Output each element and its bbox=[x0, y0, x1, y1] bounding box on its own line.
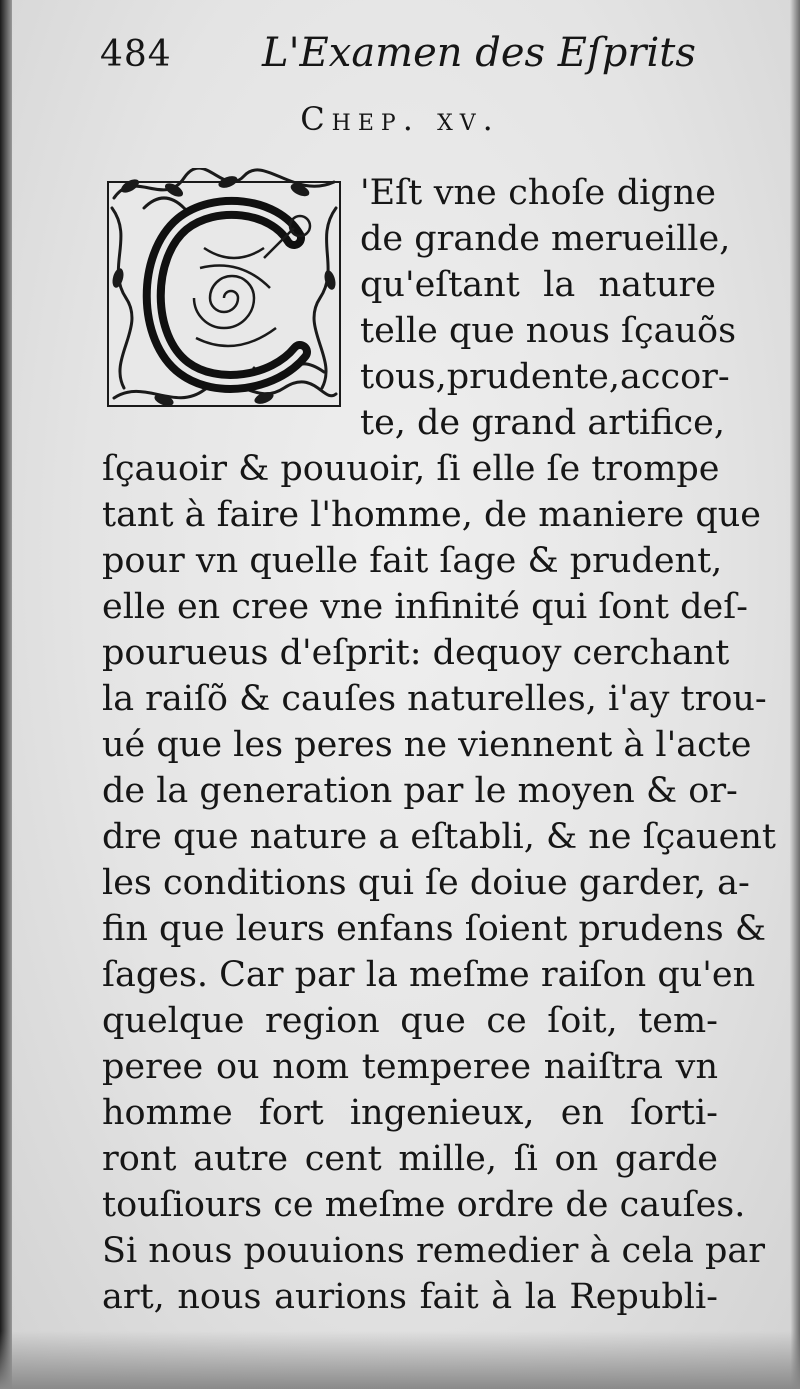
decorated-initial-c-svg bbox=[104, 168, 344, 414]
text-line: peree ou nom temperee naiſtra vn bbox=[102, 1047, 718, 1087]
text-line: ront autre cent mille, ſi on garde bbox=[102, 1139, 718, 1179]
text-line: tant à faire l'homme, de maniere que bbox=[102, 495, 761, 535]
running-title: L'Examen des Eſprits bbox=[262, 30, 696, 76]
text-line: qu'eſtant la nature bbox=[360, 265, 716, 305]
text-line: fin que leurs enfans ſoient prudens & bbox=[102, 909, 767, 949]
text-line: touſiours ce meſme ordre de cauſes. bbox=[102, 1185, 746, 1225]
text-line: pourueus d'eſprit: dequoy cerchant bbox=[102, 633, 730, 673]
text-line: les conditions qui ſe doiue garder, a- bbox=[102, 863, 750, 903]
text-line: elle en cree vne infinité qui ſont deſ- bbox=[102, 587, 748, 627]
text-line: homme fort ingenieux, en ſorti- bbox=[102, 1093, 718, 1133]
page-left-edge-shadow bbox=[0, 0, 12, 1389]
chapter-title: Chep. xv. bbox=[300, 100, 500, 138]
text-line: tous,prudente,accor- bbox=[360, 357, 730, 397]
text-line: ſages. Car par la meſme raiſon qu'en bbox=[102, 955, 756, 995]
text-line: de grande merueille, bbox=[360, 219, 731, 259]
text-line: de la generation par le moyen & or- bbox=[102, 771, 738, 811]
text-line: ué que les peres ne viennent à l'acte bbox=[102, 725, 752, 765]
text-line: art, nous aurions fait à la Republi- bbox=[102, 1277, 718, 1317]
text-line: la raiſõ & cauſes naturelles, i'ay trou- bbox=[102, 679, 767, 719]
text-line: 'Eſt vne choſe digne bbox=[360, 173, 716, 213]
text-line: dre que nature a eſtabli, & ne ſçauent bbox=[102, 817, 776, 857]
text-line: te, de grand artifice, bbox=[360, 403, 725, 443]
decorated-initial-c-icon bbox=[104, 168, 344, 414]
text-line: telle que nous ſçauõs bbox=[360, 311, 737, 351]
text-line: pour vn quelle fait ſage & prudent, bbox=[102, 541, 723, 581]
page-number: 484 bbox=[100, 34, 172, 75]
text-line: quelque region que ce ſoit, tem- bbox=[102, 1001, 718, 1041]
page-right-edge-shadow bbox=[790, 0, 800, 1389]
text-line: ſçauoir & pouuoir, ſi elle ſe trompe bbox=[102, 449, 720, 489]
text-line: Si nous pouuions remedier à cela par bbox=[102, 1231, 766, 1271]
page-bottom-edge-shadow bbox=[0, 1331, 800, 1389]
